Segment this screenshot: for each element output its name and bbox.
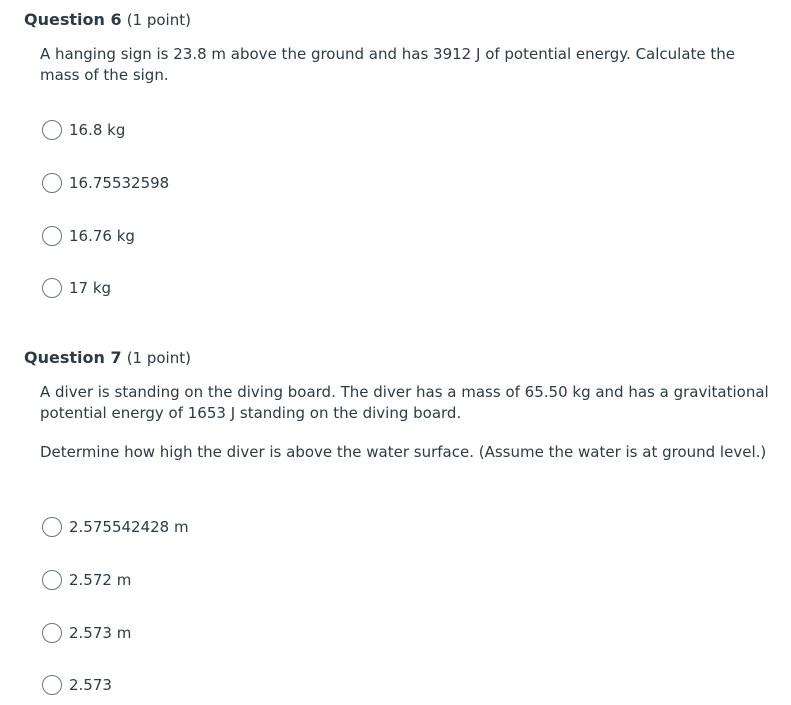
answer-option-label: 16.76 kg	[69, 227, 135, 245]
answer-option[interactable]	[42, 171, 169, 195]
question-7-text-1: A diver is standing on the diving board. The diver has a mass of 65.50 kg and has a gravitational potential energy of 1653 J standing on the diving board.	[40, 383, 769, 422]
answer-option-label: 16.75532598	[69, 174, 170, 192]
answer-option-label: 2.575542428 m	[69, 518, 189, 536]
answer-option[interactable]	[42, 224, 135, 248]
radio-button[interactable]	[42, 173, 62, 193]
radio-button[interactable]	[42, 226, 62, 246]
radio-button[interactable]	[42, 570, 62, 590]
radio-button[interactable]	[42, 623, 62, 643]
question-7-header	[24, 348, 191, 368]
question-6-header	[24, 10, 191, 30]
radio-button[interactable]	[42, 517, 62, 537]
answer-option[interactable]	[42, 515, 189, 539]
answer-option-label: 16.8 kg	[69, 121, 126, 139]
radio-button[interactable]	[42, 675, 62, 695]
answer-option-label: 2.573 m	[69, 624, 132, 642]
answer-option-label: 2.572 m	[69, 571, 132, 589]
question-points: (1 point)	[126, 349, 191, 367]
question-points: (1 point)	[126, 11, 191, 29]
answer-option[interactable]	[42, 118, 125, 142]
question-6-text: A hanging sign is 23.8 m above the ground and has 3912 J of potential energy. Calculate the mass of the sign.	[40, 45, 736, 84]
question-title: Question 7	[24, 348, 122, 367]
question-7-text-2: Determine how high the diver is above the water surface. (Assume the water is at ground level.)	[40, 443, 767, 461]
answer-option[interactable]	[42, 276, 111, 300]
question-title: Question 6	[24, 10, 122, 29]
radio-button[interactable]	[42, 278, 62, 298]
answer-option[interactable]	[42, 568, 131, 592]
answer-option-label: 2.573	[69, 676, 112, 694]
answer-option[interactable]	[42, 621, 131, 645]
answer-option[interactable]	[42, 673, 112, 697]
radio-button[interactable]	[42, 120, 62, 140]
answer-option-label: 17 kg	[69, 279, 112, 297]
